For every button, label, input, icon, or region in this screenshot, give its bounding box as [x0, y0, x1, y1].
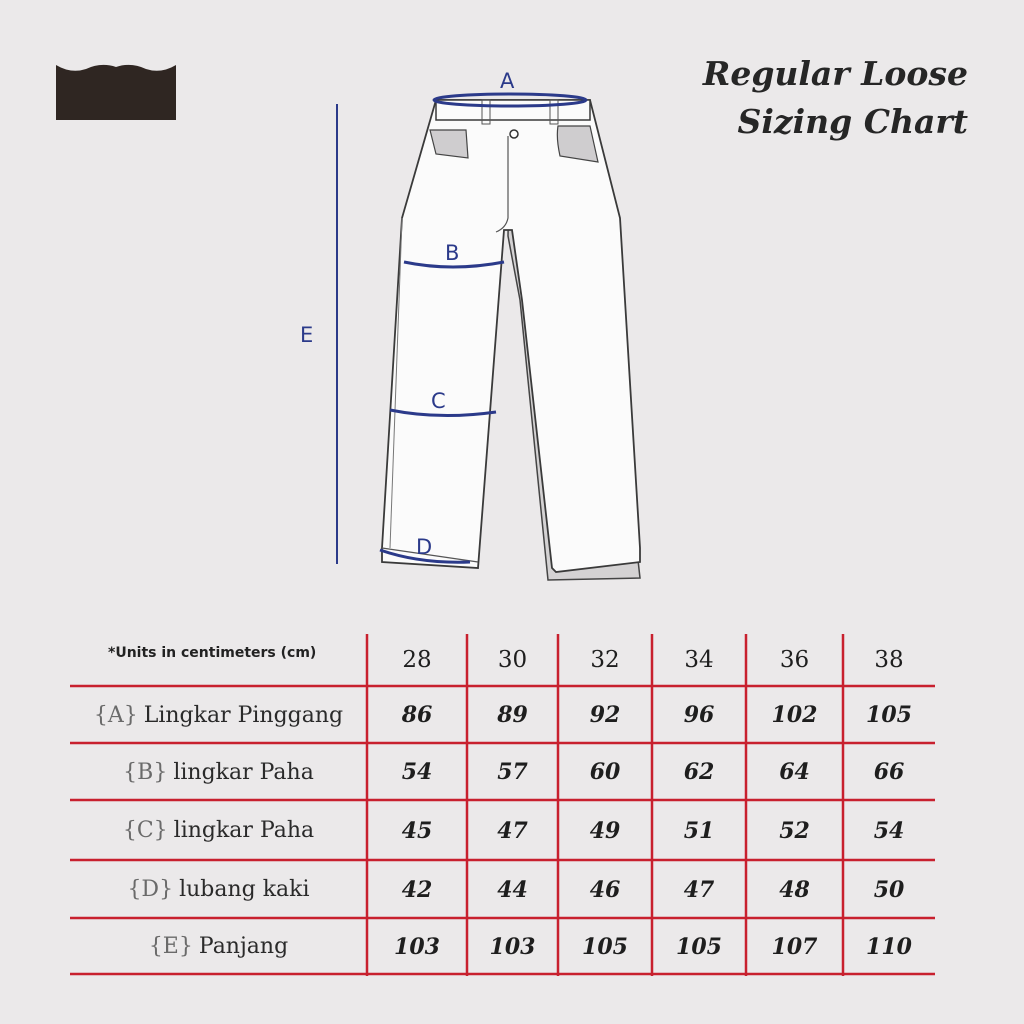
cell-b-36: 64	[779, 759, 810, 785]
row-label-e	[70, 920, 367, 973]
cell-d-38: 50	[873, 876, 905, 903]
cell-e-32: 105	[582, 933, 628, 960]
size-header-32: 32	[590, 647, 620, 673]
cell-d-30: 44	[497, 876, 528, 903]
row-key-b: {B}	[123, 759, 168, 785]
row-key-a: {A}	[93, 702, 138, 728]
size-header-36: 36	[779, 647, 810, 673]
row-text-c: lingkar Paha	[173, 818, 315, 843]
cell-d-36: 48	[779, 876, 810, 903]
cell-b-28: 54	[401, 759, 433, 785]
cell-e-28: 103	[394, 933, 440, 960]
size-header-30: 30	[497, 647, 528, 673]
cell-c-38: 54	[873, 817, 905, 844]
row-text-d: lubang kaki	[179, 877, 310, 902]
cell-d-32: 46	[589, 876, 621, 903]
cell-a-34: 96	[683, 702, 715, 728]
title-line-1: Regular Loose	[702, 54, 968, 93]
cell-e-34: 105	[676, 933, 722, 960]
page-title	[703, 50, 968, 146]
cell-c-36: 52	[779, 817, 810, 844]
cell-c-30: 47	[497, 817, 528, 844]
cell-e-36: 107	[771, 933, 818, 960]
row-text-a: Lingkar Pinggang	[143, 702, 344, 728]
cell-c-34: 51	[683, 817, 715, 844]
label-d: D	[416, 535, 433, 559]
cell-b-34: 62	[683, 759, 715, 785]
label-a: A	[500, 69, 515, 93]
pants-front-outline	[382, 100, 640, 572]
cell-b-32: 60	[589, 759, 621, 785]
row-label-d	[70, 862, 367, 917]
cell-a-30: 89	[497, 702, 528, 728]
pants-diagram	[290, 68, 690, 598]
cell-a-38: 105	[866, 702, 912, 728]
title-line-2: Sizing Chart	[737, 102, 968, 141]
cell-a-32: 92	[589, 702, 621, 728]
cell-c-28: 45	[401, 817, 433, 844]
row-label-a	[70, 688, 367, 742]
cell-b-38: 66	[873, 759, 905, 785]
cell-d-34: 47	[683, 876, 715, 903]
label-e: E	[300, 323, 314, 347]
row-key-e: {E}	[148, 934, 193, 959]
units-note: *Units in centimeters (cm)	[108, 645, 317, 661]
cell-a-36: 102	[771, 702, 818, 728]
cell-e-30: 103	[489, 933, 536, 960]
size-header-28: 28	[402, 647, 432, 673]
row-key-d: {D}	[127, 877, 174, 902]
size-header-38: 38	[874, 647, 904, 673]
cell-e-38: 110	[866, 933, 912, 960]
cell-a-28: 86	[401, 702, 433, 728]
row-key-c: {C}	[122, 818, 168, 843]
left-pocket	[430, 130, 468, 158]
row-text-e: Panjang	[198, 934, 289, 959]
cell-b-30: 57	[497, 759, 528, 785]
brand-logo-icon	[56, 60, 176, 120]
row-label-c	[70, 802, 367, 859]
row-label-b	[70, 745, 367, 799]
row-text-b: lingkar Paha	[173, 759, 314, 785]
label-b: B	[445, 241, 460, 265]
waist-button-icon	[510, 130, 518, 138]
size-header-34: 34	[684, 647, 714, 673]
cell-d-28: 42	[401, 876, 433, 903]
cell-c-32: 49	[589, 817, 621, 844]
label-c: C	[431, 389, 446, 413]
